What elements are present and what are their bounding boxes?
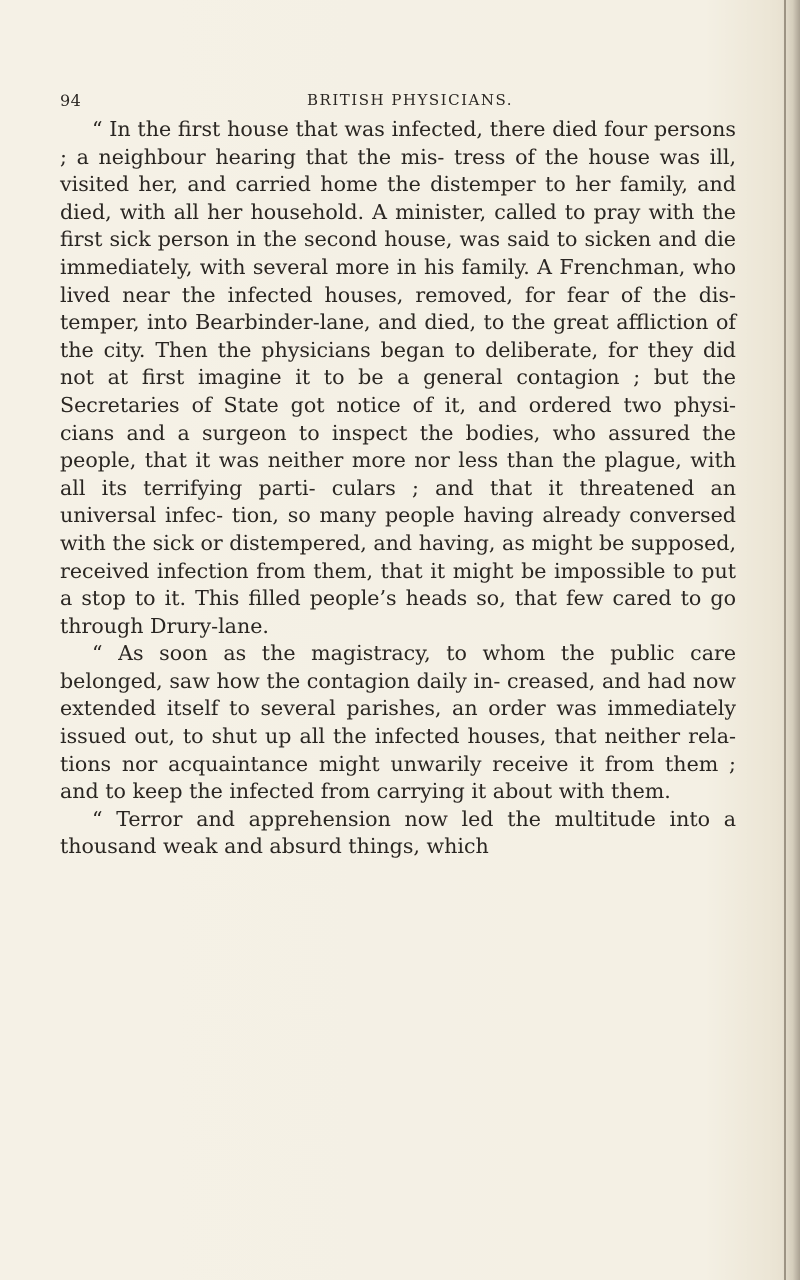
page-number: 94 bbox=[60, 91, 82, 110]
running-title: BRITISH PHYSICIANS. bbox=[307, 91, 513, 109]
page-edge-line bbox=[784, 0, 786, 1280]
body-text bbox=[60, 116, 736, 861]
page-header bbox=[0, 91, 800, 117]
paragraph-3: “ Terror and apprehension now led the multitude into a thousand weak and absurd things, which bbox=[60, 806, 736, 859]
paragraph-2: “ As soon as the magistracy, to whom the public care belonged, saw how the contagion daily in- creased, and had now extended itself to several parishes, an order was immediately issued out, to shut up all the infected houses, that neither rela- tions nor acquaintance might unwarily receive it from them ; and to keep the infected from carrying it about with them. bbox=[60, 641, 736, 804]
paragraph-1: “ In the first house that was infected, there died four persons ; a neighbour hearing that the mis- tress of the house was ill, visited her, and carried home the distemper to her family, and died, with all her household. A minister, called to pray with the first sick person in the second house, was said to sicken and die immediately, with several more in his family. A Frenchman, who lived near the infected houses, removed, for fear of the dis- temper, into Bearbinder-lane, and died, to the great affliction of the city. Then the physicians began to deliberate, for they did not at first imagine it to be a general contagion ; but the Secretaries of State got notice of it, and ordered two physi- cians and a surgeon to inspect the bodies, who assured the people, that it was neither more nor less than the plague, with all its terrifying parti- culars ; and that it threatened an universal infec- tion, so many people having already conversed with the sick or distempered, and having, as might be supposed, received infection from them, that it might be impossible to put a stop to it. This filled people’s heads so, that few cared to go through Drury-lane. bbox=[60, 117, 736, 638]
